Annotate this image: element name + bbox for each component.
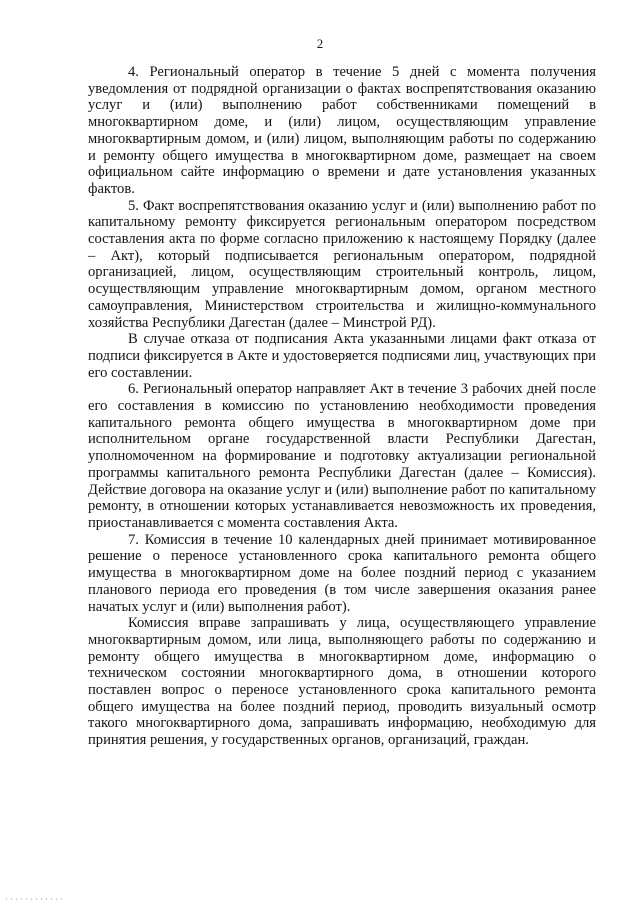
scan-artifact: [4, 897, 64, 901]
paragraph-commission-rights: Комиссия вправе запрашивать у лица, осуществляющего управление многоквартирным домом, или лица, выполняющего работы по содержанию и ремонту общего имущества в многоквартирном доме, информацию о техническом состоянии многоквартирного дома, в отношении которого поставлен вопрос о переносе установленного срока капитального ремонта общего имущества на более поздний период, проводить визуальный осмотр такого многоквартирного дома, запрашивать информацию, необходимую для принятия решения, у государственных органов, организаций, граждан.: [88, 615, 596, 749]
paragraph-item-5: 5. Факт воспрепятствования оказанию услуг и (или) выполнению работ по капитальному ремонту фиксируется региональным оператором посредством составления акта по форме согласно приложению к настоящему Порядку (далее – Акт), который подписывается региональным оператором, подрядной организацией, лицом, осуществляющим строительный контроль, лицом, осуществляющим управление многоквартирным домом, органом местного самоуправления, Министерством строительства и жилищно-коммунального хозяйства Республики Дагестан (далее – Минстрой РД).: [88, 197, 596, 331]
page-number: 2: [316, 36, 324, 51]
document-body: [88, 64, 596, 749]
paragraph-refusal-note: В случае отказа от подписания Акта указанными лицами факт отказа от подписи фиксируется в Акте и удостоверяется подписями лиц, участвующих при его составлении.: [88, 331, 596, 381]
paragraph-item-6: 6. Региональный оператор направляет Акт в течение 3 рабочих дней после его составления в комиссию по установлению необходимости проведения капитального ремонта общего имущества в многоквартирном доме при исполнительном органе государственной власти Республики Дагестан, уполномоченном на формирование и подготовку актуализации региональной программы капитального ремонта Республики Дагестан (далее – Комиссия). Действие договора на оказание услуг и (или) выполнение работ по капитальному ремонту, в отношении которых устанавливается невозможность их проведения, приостанавливается с момента составления Акта.: [88, 381, 596, 531]
paragraph-item-4: 4. Региональный оператор в течение 5 дней с момента получения уведомления от подрядной организации о фактах воспрепятствования оказанию услуг и (или) выполнению работ собственниками помещений в многоквартирном доме, и (или) лицом, осуществляющим управление многоквартирным домом, и (или) лицом, выполняющим работы по содержанию и ремонту общего имущества в многоквартирном доме, размещает на своем официальном сайте информацию о времени и дате установления указанных фактов.: [88, 64, 596, 197]
paragraph-item-7: 7. Комиссия в течение 10 календарных дней принимает мотивированное решение о переносе установленного срока капитального ремонта общего имущества в многоквартирном доме на более поздний период с указанием планового периода его проведения (в том числе завершения оказания ранее начатых услуг и (или) выполнения работ).: [88, 531, 596, 615]
